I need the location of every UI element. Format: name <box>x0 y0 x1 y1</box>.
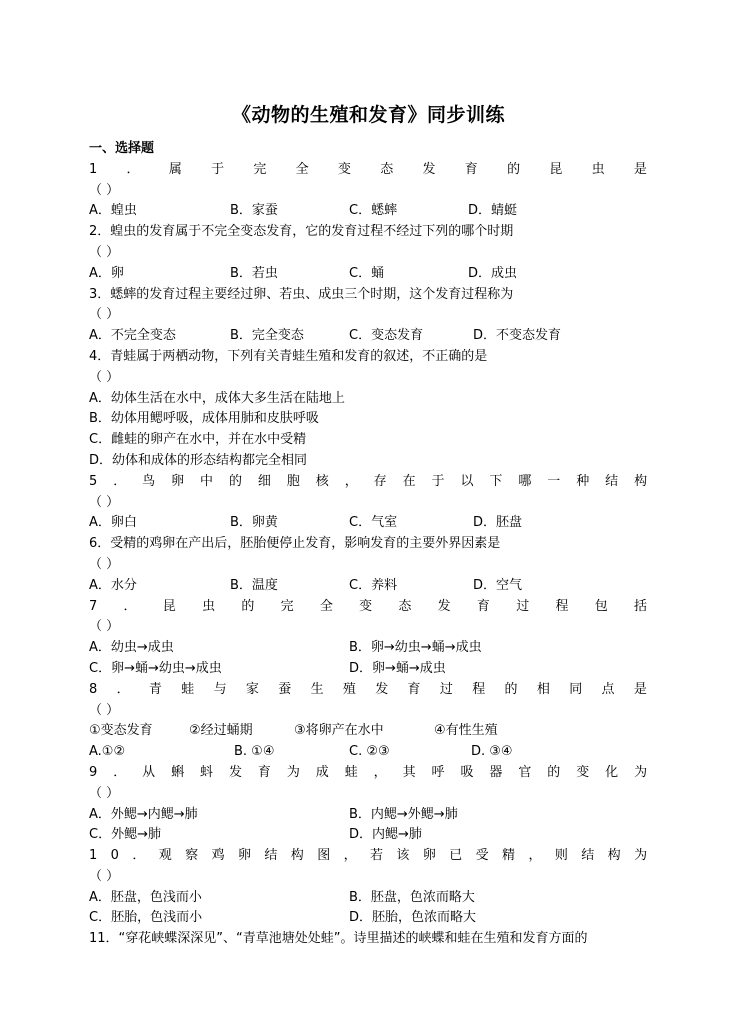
option-row <box>89 908 647 929</box>
answer-paren: （ ） <box>89 556 120 572</box>
question-stem: 7 ． 昆 虫 的 完 全 变 态 发 育 过 程 包 括 <box>89 598 647 614</box>
document-title: 《动物的生殖和发育》同步训练 <box>231 104 505 126</box>
option-a: A．不完全变态 <box>89 328 176 344</box>
option-b: B．完全变态 <box>230 328 304 344</box>
option-a: A．外鳃→内鳃→肺 <box>89 806 198 822</box>
question-stem: 1 0 ． 观 察 鸡 卵 结 构 图 ， 若 该 卵 已 受 精 ， 则 结 构 为 <box>89 848 647 864</box>
option-c: C．变态发育 <box>349 328 424 344</box>
answer-paren: （ ） <box>89 785 120 801</box>
option-b: B．若虫 <box>230 265 278 281</box>
option-row <box>89 805 647 826</box>
option-c: C．卵→蛹→幼虫→成虫 <box>89 660 222 676</box>
option-b: B．胚盘，色浓而略大 <box>349 889 475 905</box>
question-stem: 8 ． 青 蛙 与 家 蚕 生 殖 发 育 过 程 的 相 同 点 是 <box>89 681 647 697</box>
question-stem: 11．“穿花峡蝶深深见”、“青草池塘处处蛙”。诗里描述的峡蝶和蛙在生殖和发育方面的 <box>89 931 588 947</box>
option-row <box>89 888 647 909</box>
option-c: C．气室 <box>349 515 398 531</box>
question-stem: 2．蝗虫的发育属于不完全变态发育，它的发育过程不经过下列的哪个时期 <box>89 224 514 240</box>
option-d: D．蜻蜓 <box>468 203 518 219</box>
option-c: C．蟋蟀 <box>349 203 398 219</box>
option-b: B．卵黄 <box>230 515 278 531</box>
option-d: D．胚盘 <box>473 515 523 531</box>
option-b: B．温度 <box>230 577 278 593</box>
option-row <box>89 659 647 680</box>
question-stem: 6．受精的鸡卵在产出后，胚胎便停止发育，影响发育的主要外界因素是 <box>89 536 501 552</box>
option-b: B．家蚕 <box>230 203 278 219</box>
question-stem: 4．青蛙属于两栖动物，下列有关青蛙生殖和发育的叙述，不正确的是 <box>89 348 488 364</box>
option-row <box>89 576 647 597</box>
option-row <box>89 825 647 846</box>
option-row <box>89 513 647 534</box>
option-c: C. ②③ <box>349 744 390 760</box>
section-heading: 一、选择题 <box>89 141 155 156</box>
answer-paren: （ ） <box>89 244 120 260</box>
option-b: B．内鳃→外鳃→肺 <box>349 806 458 822</box>
option-a: A．卵 <box>89 265 124 281</box>
option-d: D．成虫 <box>468 265 518 281</box>
option-d: D．空气 <box>473 577 523 593</box>
question-stem: 3．蟋蟀的发育过程主要经过卵、若虫、成虫三个时期，这个发育过程称为 <box>89 286 514 302</box>
option-row <box>89 201 647 222</box>
statement-row <box>89 721 647 742</box>
option-d: D．不变态发育 <box>473 328 562 344</box>
option-a: A．卵白 <box>89 515 137 531</box>
option-a: A．水分 <box>89 577 137 593</box>
option-d: D．幼体和成体的形态结构都完全相同 <box>89 452 308 468</box>
option-row <box>89 326 647 347</box>
option-c: C．胚胎，色浅而小 <box>89 910 203 926</box>
option-d: D．胚胎，色浓而略大 <box>349 910 477 926</box>
option-c: C．养料 <box>349 577 398 593</box>
statement-3: ③将卵产在水中 <box>294 723 384 739</box>
option-a: A．胚盘，色浅而小 <box>89 889 202 905</box>
statement-1: ①变态发育 <box>89 723 153 739</box>
option-b: B．卵→幼虫→蛹→成虫 <box>349 640 482 656</box>
question-stem: 1 ． 属 于 完 全 变 态 发 育 的 昆 虫 是 <box>89 161 647 177</box>
option-row <box>89 264 647 285</box>
question-list <box>89 139 647 950</box>
option-c: C．外鳃→肺 <box>89 827 161 843</box>
option-d: D. ③④ <box>471 744 513 760</box>
option-d: D．内鳃→肺 <box>349 827 422 843</box>
answer-paren: （ ） <box>89 702 120 718</box>
option-d: D．卵→蛹→成虫 <box>349 660 446 676</box>
statement-4: ④有性生殖 <box>434 723 498 739</box>
option-c: C．蛹 <box>349 265 385 281</box>
option-row <box>89 742 647 763</box>
question-stem: 5 ． 鸟 卵 中 的 细 胞 核 ， 存 在 于 以 下 哪 一 种 结 构 <box>89 473 647 489</box>
option-a: A．蝗虫 <box>89 203 137 219</box>
answer-paren: （ ） <box>89 182 120 198</box>
option-a: A.①② <box>89 744 126 760</box>
option-a: A．幼虫→成虫 <box>89 640 174 656</box>
option-a: A．幼体生活在水中，成体大多生活在陆地上 <box>89 390 345 406</box>
question-stem: 9 ． 从 蝌 蚪 发 育 为 成 蛙 ， 其 呼 吸 器 官 的 变 化 为 <box>89 764 647 780</box>
answer-paren: （ ） <box>89 868 120 884</box>
option-b: B. ①④ <box>234 744 275 760</box>
statement-2: ②经过蛹期 <box>189 723 253 739</box>
answer-paren: （ ） <box>89 307 120 323</box>
option-c: C．雌蛙的卵产在水中，并在水中受精 <box>89 432 307 448</box>
answer-paren: （ ） <box>89 619 120 635</box>
option-row <box>89 638 647 659</box>
option-b: B．幼体用鳃呼吸，成体用肺和皮肤呼吸 <box>89 411 319 427</box>
answer-paren: （ ） <box>89 369 120 385</box>
answer-paren: （ ） <box>89 494 120 510</box>
